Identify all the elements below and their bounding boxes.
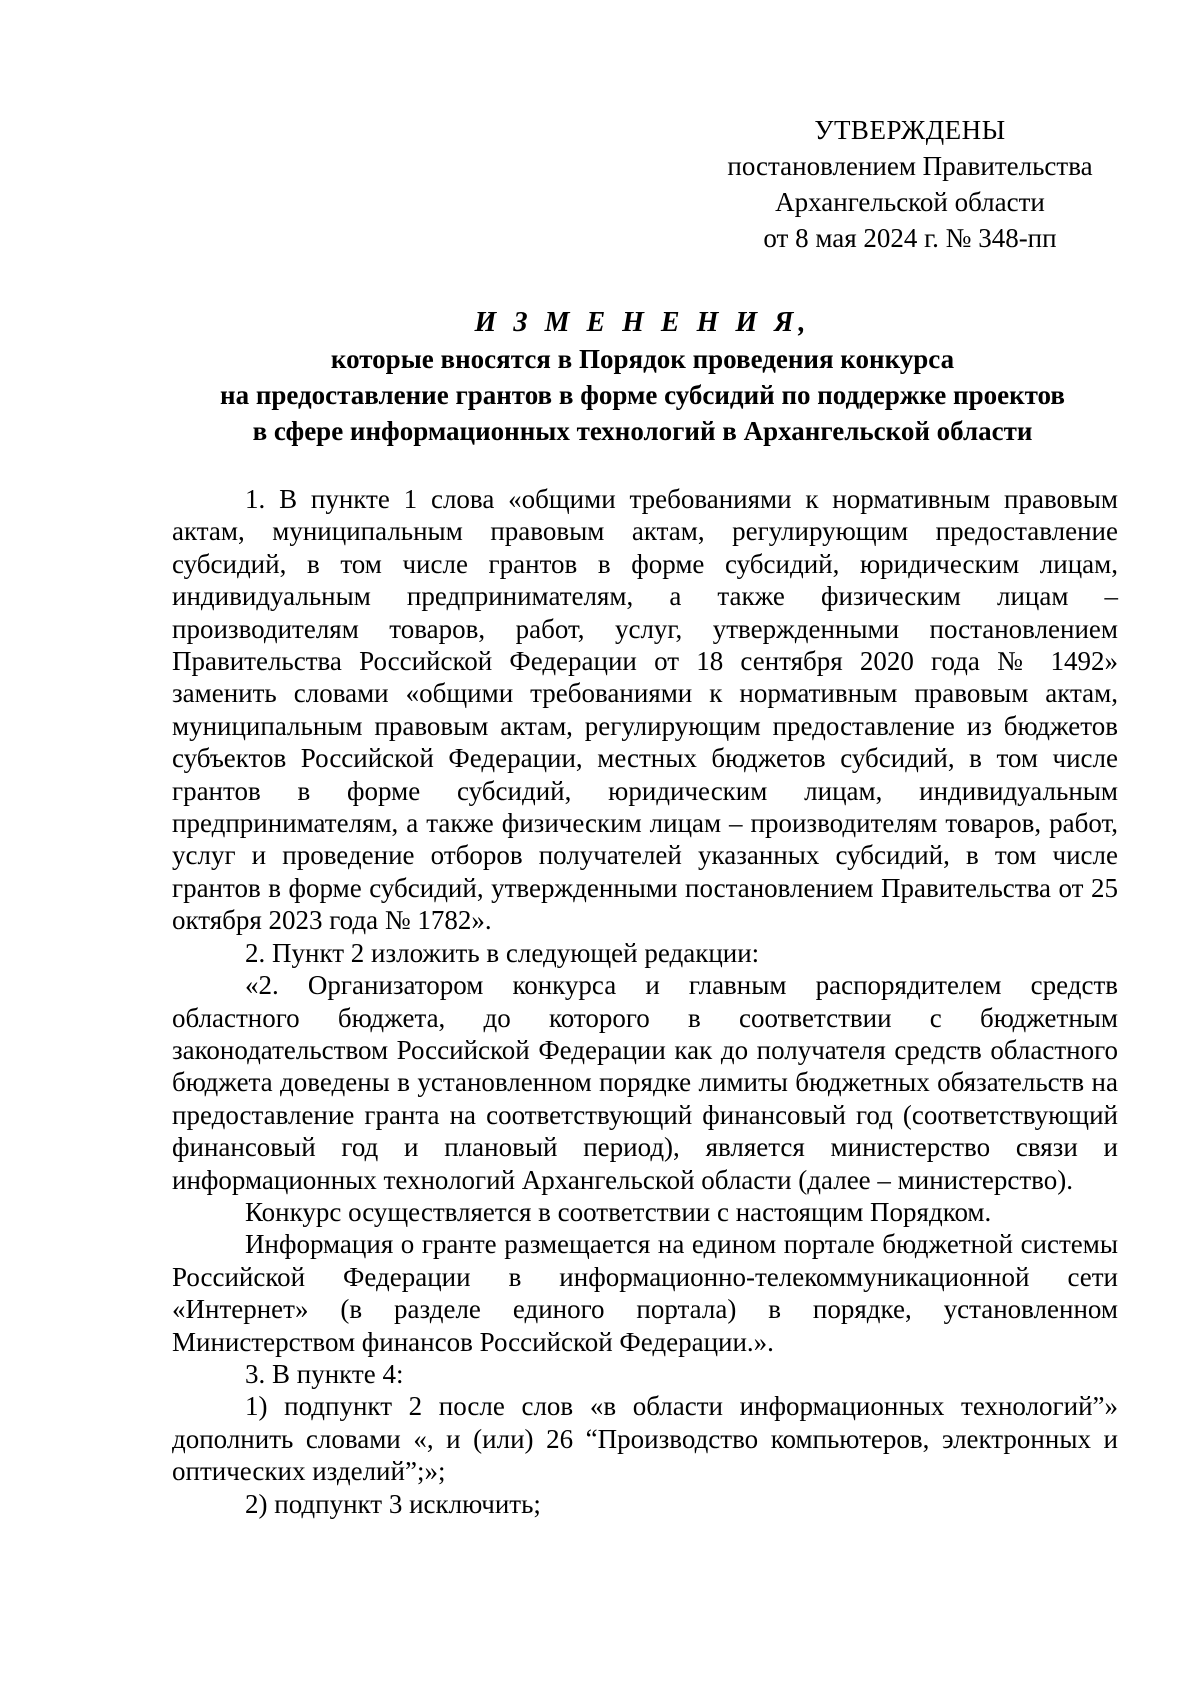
heading-line-3: в сфере информационных технологий в Архангельской области [252,416,1033,446]
heading-title: И З М Е Н Е Н И Я, [474,307,811,338]
paragraph-8: 2) подпункт 3 исключить; [245,1488,541,1519]
paragraph-1: 1. В пункте 1 слова «общими требованиями к нормативным правовым актам, муниципальным правовым актам, регулирующим предоставление субсидий, в том числе грантов в форме субсидий, юридическим лицам, индивидуальным предпринимателям, а также физическим лицам – производителям товаров, работ, услуг, утвержденными постановлением Правительства Российской Федерации от 18 сентября 2020 года № 1492» заменить словами «общими требованиями к нормативным правовым актам, муниципальным правовым актам, регулирующим предоставление из бюджетов субъектов Российской Федерации, местных бюджетов субсидий, в том числе грантов в форме субсидий, юридическим лицам, индивидуальным предпринимателям, а также физическим лицам – производителям товаров, работ, услуг и проведение отборов получателей указанных субсидий, в том числе грантов в форме субсидий, утвержденными постановлением Правительства от 25 октября 2023 года № 1782». [172,484,1118,936]
paragraph-4: Конкурс осуществляется в соответствии с настоящим Порядком. [245,1196,992,1227]
approval-title: УТВЕРЖДЕНЫ [814,115,1006,145]
paragraph-3: «2. Организатором конкурса и главным распорядителем средств областного бюджета, до которого в соответствии с бюджетным законодательством Российской Федерации как до получателя средств областного бюджета доведены в установленном порядке лимиты бюджетных обязательств на предоставление гранта на соответствующий финансовый год (соответствующий финансовый год и плановый период), является министерство связи и информационных технологий Архангельской области (далее – министерство). [172,970,1118,1195]
paragraph-2: 2. Пункт 2 изложить в следующей редакции: [245,937,760,968]
heading-line-2: на предоставление грантов в форме субсидий по поддержке проектов [220,380,1065,410]
approval-line-date: от 8 мая 2024 г. № 348-пп [763,223,1057,253]
paragraph-5: Информация о гранте размещается на едином портале бюджетной системы Российской Федерации в информационно-телекоммуникационной сети «Интернет» (в разделе единого портала) в порядке, установленном Министерством финансов Российской Федерации.». [172,1229,1118,1357]
document-body [172,483,1118,1520]
heading-line-1: которые вносятся в Порядок проведения конкурса [330,344,955,374]
approval-block [700,112,1120,256]
paragraph-7: 1) подпункт 2 после слов «в области информационных технологий”» дополнить словами «, и (или) 26 “Производство компьютеров, электронных и оптических изделий”;»; [172,1391,1118,1487]
paragraph-6: 3. В пункте 4: [245,1358,404,1389]
document-heading [170,305,1115,449]
approval-line-region: Архангельской области [775,187,1045,217]
approval-line-decree: постановлением Правительства [727,151,1093,181]
